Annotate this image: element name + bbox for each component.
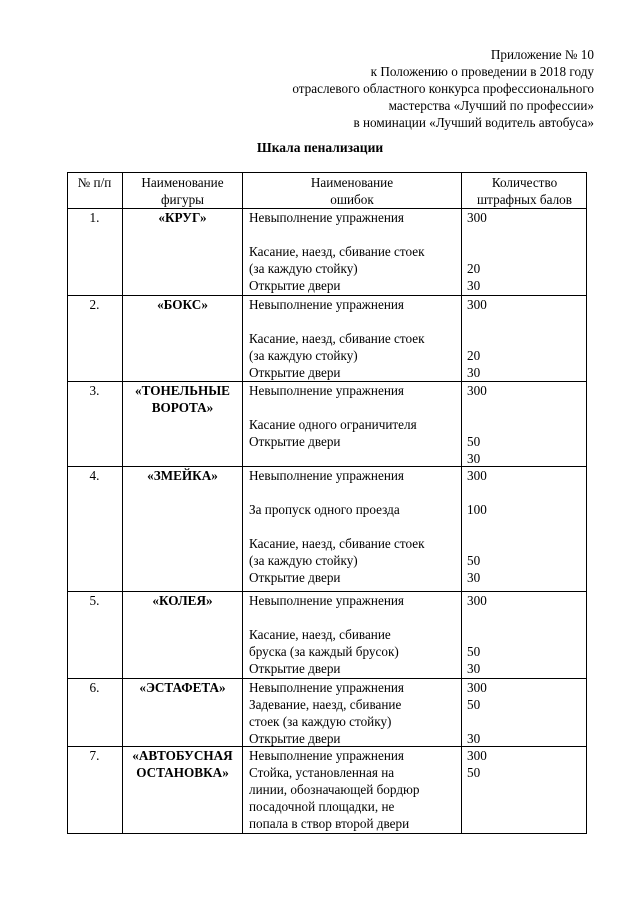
error-line: (за каждую стойку) — [249, 261, 358, 276]
error-line: Касание, наезд, сбивание стоек — [249, 331, 425, 346]
figure-name-line: «ЗМЕЙКА» — [147, 468, 218, 483]
penalty-points — [467, 747, 585, 781]
figure-name — [123, 382, 242, 416]
row-number: 5. — [89, 593, 100, 608]
points-line: 300 — [467, 680, 487, 695]
header-line: в номинации «Лучший водитель автобуса» — [353, 115, 594, 130]
penalty-points — [467, 296, 585, 381]
points-line — [467, 518, 585, 535]
error-line: Невыполнение упражнения — [249, 210, 404, 225]
error-line: Открытие двери — [249, 731, 341, 746]
error-line: линии, обозначающей бордюр — [249, 782, 420, 797]
error-list — [249, 592, 459, 677]
error-line: Открытие двери — [249, 570, 341, 585]
points-line: 50 — [467, 553, 481, 568]
error-line: Касание, наезд, сбивание стоек — [249, 244, 425, 259]
points-line: 30 — [467, 570, 481, 585]
row-number: 2. — [89, 297, 100, 312]
points-line — [467, 226, 585, 243]
figure-name — [123, 747, 242, 781]
figure-name — [123, 467, 242, 484]
error-line: Стойка, установленная на — [249, 765, 395, 780]
error-line: (за каждую стойку) — [249, 553, 358, 568]
header-line: к Положению о проведении в 2018 году — [370, 64, 594, 79]
error-line: Открытие двери — [249, 365, 341, 380]
error-line: Касание, наезд, сбивание — [249, 627, 391, 642]
figure-name-line: «БОКС» — [157, 297, 208, 312]
points-line: 300 — [467, 297, 487, 312]
error-line — [249, 484, 459, 501]
header-line: Приложение № 10 — [490, 47, 594, 62]
row-number: 1. — [89, 210, 100, 225]
points-line: 30 — [467, 365, 481, 380]
points-line: 300 — [467, 593, 487, 608]
figure-name-line: «КРУГ» — [158, 210, 207, 225]
points-line: 30 — [467, 731, 481, 746]
error-list — [249, 382, 459, 450]
figure-name-line: ВОРОТА» — [151, 400, 214, 415]
error-line: бруска (за каждый брусок) — [249, 644, 399, 659]
column-header-errors — [243, 174, 461, 208]
table-border-line — [242, 172, 243, 833]
error-line — [249, 609, 459, 626]
figure-name-line: «ТОНЕЛЬНЫЕ — [135, 383, 230, 398]
error-line: Невыполнение упражнения — [249, 593, 404, 608]
figure-name — [123, 679, 242, 696]
points-line: 300 — [467, 748, 487, 763]
error-list — [249, 209, 459, 294]
points-line: 50 — [467, 697, 481, 712]
error-line: Касание одного ограничителя — [249, 417, 417, 432]
error-line: посадочной площадки, не — [249, 799, 395, 814]
points-line: 20 — [467, 348, 481, 363]
penalty-points — [467, 467, 585, 586]
points-line: 30 — [467, 661, 481, 676]
penalty-points — [467, 382, 585, 467]
points-line: 300 — [467, 210, 487, 225]
points-line: 20 — [467, 261, 481, 276]
points-line: 50 — [467, 644, 481, 659]
error-line: Невыполнение упражнения — [249, 680, 404, 695]
row-number: 7. — [89, 748, 100, 763]
points-line — [467, 243, 585, 260]
table-border-line — [67, 172, 68, 833]
figure-name-line: «КОЛЕЯ» — [152, 593, 213, 608]
points-line — [467, 713, 585, 730]
figure-name-line: ОСТАНОВКА» — [136, 765, 229, 780]
error-list — [249, 467, 459, 586]
column-header-line: штрафных балов — [477, 192, 572, 207]
points-line: 50 — [467, 434, 481, 449]
error-line: Касание, наезд, сбивание стоек — [249, 536, 425, 551]
column-header-line: Наименование — [310, 175, 394, 190]
error-line: За пропуск одного проезда — [249, 502, 400, 517]
points-line — [467, 535, 585, 552]
table-border-line — [122, 172, 123, 833]
points-line: 100 — [467, 502, 487, 517]
error-line: Задевание, наезд, сбивание — [249, 697, 402, 712]
error-line: Открытие двери — [249, 278, 341, 293]
table-border-line — [461, 172, 462, 833]
figure-name — [123, 592, 242, 609]
error-line — [249, 518, 459, 535]
error-line: Открытие двери — [249, 661, 341, 676]
points-line: 30 — [467, 451, 481, 466]
points-line — [467, 416, 585, 433]
table-border-line — [586, 172, 587, 833]
points-line: 300 — [467, 468, 487, 483]
column-header-points — [462, 174, 587, 208]
error-line: Невыполнение упражнения — [249, 748, 404, 763]
error-line: Открытие двери — [249, 434, 341, 449]
points-line — [467, 484, 585, 501]
error-line: (за каждую стойку) — [249, 348, 358, 363]
penalty-points — [467, 209, 585, 294]
points-line — [467, 609, 585, 626]
error-line: попала в створ второй двери — [249, 816, 410, 831]
penalty-table — [67, 0, 587, 905]
points-line — [467, 313, 585, 330]
column-header-num: № п/п — [77, 175, 112, 190]
column-header-line: фигуры — [160, 192, 205, 207]
points-line: 30 — [467, 278, 481, 293]
points-line — [467, 626, 585, 643]
points-line — [467, 399, 585, 416]
points-line — [467, 330, 585, 347]
header-line: мастерства «Лучший по профессии» — [388, 98, 594, 113]
column-header-figure — [123, 174, 242, 208]
row-number: 3. — [89, 383, 100, 398]
error-line: Невыполнение упражнения — [249, 468, 404, 483]
penalty-points — [467, 679, 585, 747]
header-line: отраслевого областного конкурса профессионального — [292, 81, 594, 96]
penalty-points — [467, 592, 585, 677]
error-line: стоек (за каждую стойку) — [249, 714, 392, 729]
column-header-line: Наименование — [141, 175, 224, 190]
table-border-line — [67, 833, 587, 834]
points-line: 50 — [467, 765, 481, 780]
column-header-line: Количество — [491, 175, 558, 190]
error-line: Невыполнение упражнения — [249, 297, 404, 312]
column-header-line: ошибок — [330, 192, 374, 207]
error-list — [249, 747, 459, 832]
error-line — [249, 399, 459, 416]
figure-name-line: «ЭСТАФЕТА» — [139, 680, 226, 695]
error-line — [249, 313, 459, 330]
error-line — [249, 226, 459, 243]
figure-name-line: «АВТОБУСНАЯ — [132, 748, 233, 763]
row-number: 4. — [89, 468, 100, 483]
error-list — [249, 296, 459, 381]
table-border-line — [67, 172, 587, 173]
figure-name — [123, 296, 242, 313]
document-title: Шкала пенализации — [256, 140, 384, 155]
error-line: Невыполнение упражнения — [249, 383, 404, 398]
points-line: 300 — [467, 383, 487, 398]
error-list — [249, 679, 459, 747]
figure-name — [123, 209, 242, 226]
row-number: 6. — [89, 680, 100, 695]
